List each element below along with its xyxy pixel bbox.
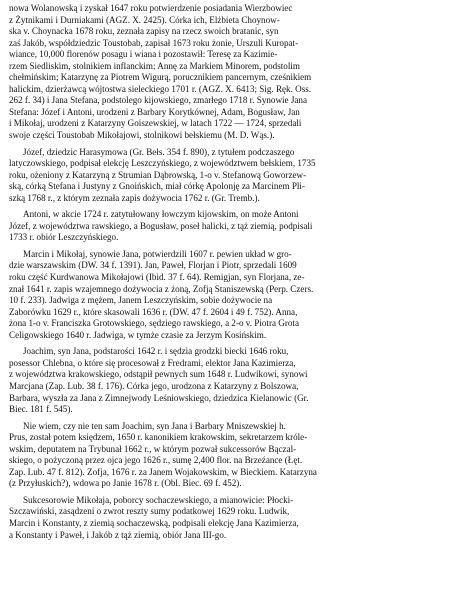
paragraph-wolanowska — [9, 3, 443, 142]
text-line: ska v. Choynacka 1678 roku, zeznała zapisy na rzecz swoich bratanic, syn — [9, 26, 279, 37]
text-line: Stefana: Józef i Antoni, urodzeni z Barbary Korytkównej, Adam, Bogusław, Jan — [9, 106, 300, 117]
paragraph-jozef — [9, 147, 443, 205]
text-line: dzie warszawskim (DW. 34 f. 1391). Jan, Paweł, Florjan i Piotr, sprzedali 1609 — [9, 260, 297, 271]
text-line: posessor Chlebna, o które się procesował z Fredrami, elektor Jana Kazimierza, — [9, 357, 296, 368]
text-line: roku, ożeniony z Katarzyną z Strumian Dąbrowską, 1-o v. Stefanową Goworzew- — [9, 169, 307, 180]
text-line: chełmińskim; Katarzynę za Piotrem Wigurą, porucznikiem pancernym, cześnikiem — [9, 72, 312, 83]
text-line: 1733 r. obiór Leszczyńskiego. — [9, 232, 119, 243]
text-line: Zap. Lub. 47 f. 812). Zofja, 1676 r. za Janem Wojakowskim, w Bieckiem. Katarzyna — [9, 466, 317, 477]
text-line: Sukcesorowie Mikołaja, poborcy sochaczewskiego, a mianowicie: Płocki- — [23, 494, 294, 505]
text-line: z województwa krakowskiego, odstąpił pewnych sum 1648 r. Ludwikowi, synowi — [9, 369, 308, 380]
text-line: Marcin i Mikołaj, synowie Jana, potwierdzili 1607 r. pewien układ w gro- — [23, 248, 292, 259]
text-line: zaś Jakób, współdziedzic Toustobab, zapisał 1673 roku żonie, Urszuli Kuropat- — [9, 37, 299, 48]
text-line: Barbara, wyszła za Jana z Zimnejwody Leśniowskiego, dziedzica Kielanowic (Gr. — [9, 392, 309, 403]
paragraph-antoni — [9, 209, 443, 244]
text-line: Nie wiem, czy nie ten sam Joachim, syn Jana i Barbary Mniszewskiej h. — [23, 420, 286, 431]
text-line: nowa Wolanowską i zyskał 1647 roku potwierdzenie posiadania Wierzbowiec — [9, 3, 293, 13]
text-line: 10 f. 233). Jadwiga z mężem, Janem Leszczyńskim, sobie dożywocie na — [9, 295, 273, 306]
text-line: (z Przyłuskich?), wdowa po Janie 1678 r. (Obl. Biec. 69 f. 452). — [9, 478, 242, 489]
text-line: szką 1768 r., z którym zeznała zapis dożywocia 1762 r. (Gr. Tremb.). — [9, 192, 260, 203]
text-line: wskim, deputatem na Trybunał 1662 r., w którym pozwał sukcessorów Bączal- — [9, 443, 297, 454]
text-line: roku część Kurdwanowa Mikołajowi (Ibid. 37 f. 64). Remigjan, syn Florjana, ze- — [9, 272, 305, 283]
text-line: swoje części Toustobab Mikołajowi, stolnikowi bełskiemu (M. D. Wąs.). — [9, 130, 275, 141]
text-line: skiego, o pożyczoną przez ojca jego 1626 r., sumę 2,400 flor. na Brzeźance (Łęt. — [9, 455, 303, 466]
text-line: i Mikołaj, urodzeni z Katarzyny Goiszewskiej, w latach 1722 — 1724, sprzedali — [9, 118, 302, 129]
text-line: Józef, z województwa rawskiego, a Bogusław, poseł halicki, z tąż ziemią, podpisali — [9, 220, 313, 231]
text-line: wiance, 10,000 florenów posagu i wiana i pozostawił: Teresę za Kazimie- — [9, 49, 278, 60]
text-line: żona 1-o v. Franciszka Grotowskiego, sędziego rawskiego, a 2-o v. Piotra Grota — [9, 318, 299, 329]
text-line: Józef, dziedzic Harasymowa (Gr. Bełs. 354 f. 890), z tytułem podczaszego — [23, 146, 295, 157]
text-line: rzem Siedliskim, stolnikiem inflanckim; Annę za Markiem Minorem, podstolim — [9, 60, 300, 71]
text-line: Biec. 181 f. 545). — [9, 404, 73, 415]
text-line: Antoni, w akcie 1724 r. zatytułowany łowczym kijowskim, on może Antoni — [23, 209, 299, 220]
text-line: Prus, został potem księdzem, 1650 r. kanonikiem krakowskim, sekretarzem króle- — [9, 432, 308, 443]
text-line: ską, córką Stefana i Justyny z Gnoińskich, miał córkę Apolonję za Marcinem Pli- — [9, 181, 305, 192]
paragraph-sukcesorowie — [9, 495, 443, 541]
paragraph-joachim — [9, 346, 443, 415]
text-line: Szczawiński, zasądzeni o zwrot reszty sumy podatkowej 1629 roku. Ludwik, — [9, 506, 290, 517]
text-line: latyczowskiego, podpisał elekcję Leszczyńskiego, z województwem bełskiem, 1735 — [9, 158, 316, 169]
paragraph-marcin-mikolaj — [9, 249, 443, 341]
text-line: Marcin i Konstanty, z ziemią sochaczewską, podpisali elekcję Jana Kazimierza, — [9, 517, 299, 528]
text-line: znał 1641 r. zapis wzajemnego dożywocia z żoną, Zofją Staniszewską (Perp. Czers. — [9, 283, 314, 294]
text-line: z Żytnikami i Durniakami (AGZ. X. 2425). Córka ich, Elżbieta Choynow- — [9, 14, 280, 25]
text-line: 262 f. 34) i Jana Stefana, podstolego kijowskiego, zmarłego 1718 r. Synowie Jana — [9, 95, 308, 106]
text-line: halickim, dzierżawcą wójtostwa sieleckiego 1701 r. (AGZ. X. 6413; Sig. Ręk. Oss. — [9, 83, 312, 94]
text-line: Joachim, syn Jana, podstarości 1642 r. i sędzia grodzki biecki 1646 roku, — [23, 346, 289, 357]
text-line: Marcjana (Zap. Lub. 38 f. 176). Córka jego, urodzona z Katarzyny z Bolszowa, — [9, 380, 299, 391]
text-line: Zaborówku 1629 r., które skasowali 1636 r. (DW. 47 f. 2604 i 49 f. 752). Anna, — [9, 306, 298, 317]
text-line: Celigowskiego 1640 r. Jadwiga, w tymże czasie za Jerzym Kosińskim. — [9, 329, 267, 340]
paragraph-nie-wiem — [9, 421, 443, 490]
text-line: a Konstanty i Paweł, i Jakób z tąż ziemią, obiór Jana III-go. — [9, 529, 227, 540]
